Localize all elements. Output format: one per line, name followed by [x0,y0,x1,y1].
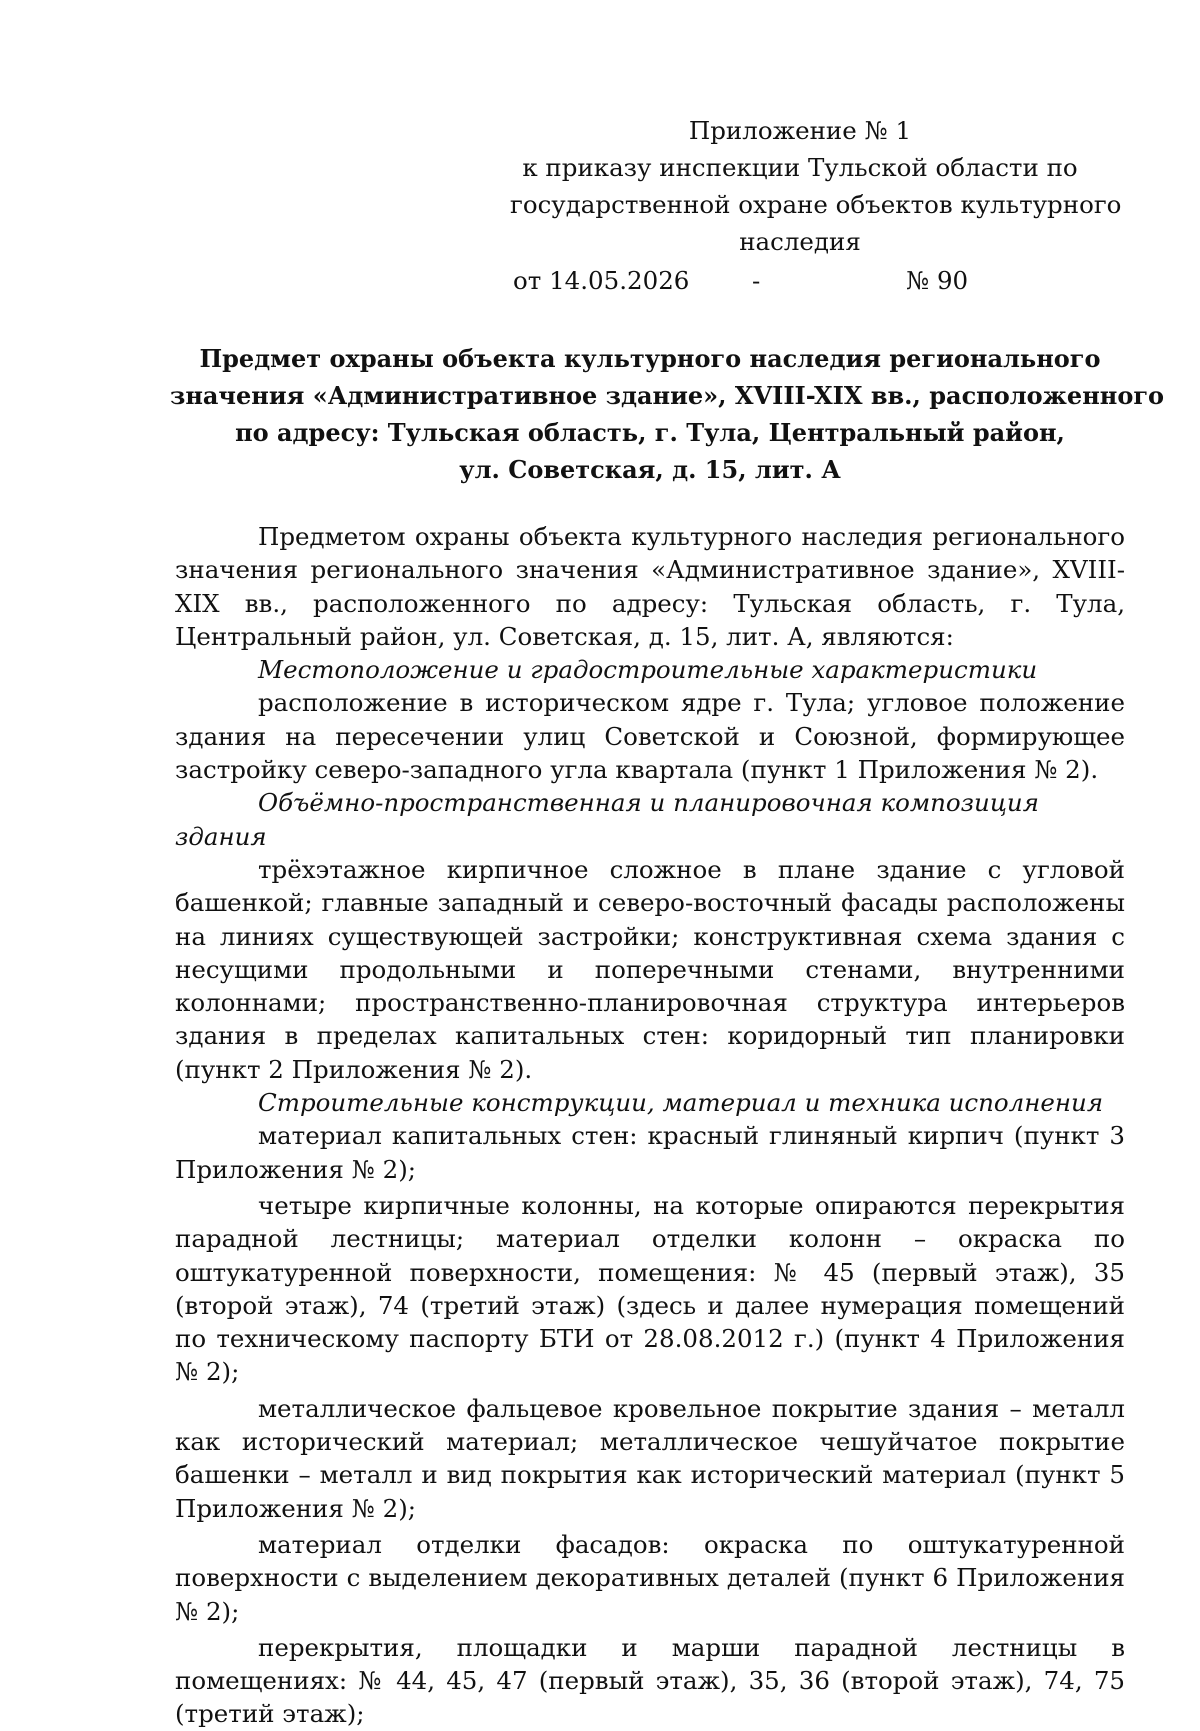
annex-title: Приложение № 1 [688,116,912,145]
intro-paragraph: Предметом охраны объекта культурного наследия регионального значения регионального значения «Административное здание», XVIII-XIX вв., расположенного по адресу: Тульская область, г. Тула, Центральный район, ул. Советская, д. 15, лит. А, являются: [175,522,1125,651]
annex-order-line: к приказу инспекции Тульской области по [522,153,1078,182]
structures-paragraph-stairs: перекрытия, площадки и марши парадной лестницы в помещениях: № 44, 45, 47 (первый этаж), 35, 36 (второй этаж), 74, 75 (третий этаж); [175,1632,1125,1729]
order-date: от 14.05.2026 [513,266,690,295]
section-heading-location: Местоположение и градостроительные характеристики [258,655,1038,685]
order-number: № 90 [906,266,969,295]
title-line-3: по адресу: Тульская область, г. Тула, Центральный район, [235,418,1065,447]
annex-reference [510,112,1122,260]
annex-heritage-line: наследия [739,227,861,256]
structures-paragraph-facades: материал отделки фасадов: окраска по оштукатуренной поверхности с выделением декоративных деталей (пункт 6 Приложения № 2); [175,1529,1125,1626]
annex-authority-line: государственной охране объектов культурного [510,190,1122,219]
title-line-4: ул. Советская, д. 15, лит. А [459,455,841,484]
document-body [175,520,1125,1731]
section-heading-structures: Строительные конструкции, материал и техника исполнения [258,1088,1104,1118]
annex-date-number [510,262,990,299]
document-title [170,340,1165,488]
title-line-2: значения «Административное здание», XVIII-XIX вв., расположенного [170,381,1165,410]
location-paragraph: расположение в историческом ядре г. Тула; угловое положение здания на пересечении улиц Советской и Союзной, формирующее застройку северо-западного угла квартала (пункт 1 Приложения № 2). [175,688,1125,785]
title-line-1: Предмет охраны объекта культурного наследия регионального [199,344,1101,373]
date-dash: - [752,266,761,295]
structures-paragraph-walls: материал капитальных стен: красный глиняный кирпич (пункт 3 Приложения № 2); [175,1121,1125,1184]
structures-paragraph-roof: металлическое фальцевое кровельное покрытие здания – металл как исторический материал; металлическое чешуйчатое покрытие башенки – металл и вид покрытия как исторический материал (пункт 5 Приложения № 2); [175,1393,1125,1523]
section-heading-composition: Объёмно-пространственная и планировочная композиция здания [175,788,1039,851]
composition-paragraph: трёхэтажное кирпичное сложное в плане здание с угловой башенкой; главные западный и северо-восточный фасады расположены на линиях существующей застройки; конструктивная схема здания с несущими продольными и поперечными стенами, внутренними колоннами; пространственно-планировочная структура интерьеров здания в пределах капитальных стен: коридорный тип планировки (пункт 2 Приложения № 2). [175,854,1125,1084]
structures-paragraph-columns: четыре кирпичные колонны, на которые опираются перекрытия парадной лестницы; материал отделки колонн – окраска по оштукатуренной поверхности, помещения: № 45 (первый этаж), 35 (второй этаж), 74 (третий этаж) (здесь и далее нумерация помещений по техническому паспорту БТИ от 28.08.2012 г.) (пункт 4 Приложения № 2); [175,1190,1125,1387]
